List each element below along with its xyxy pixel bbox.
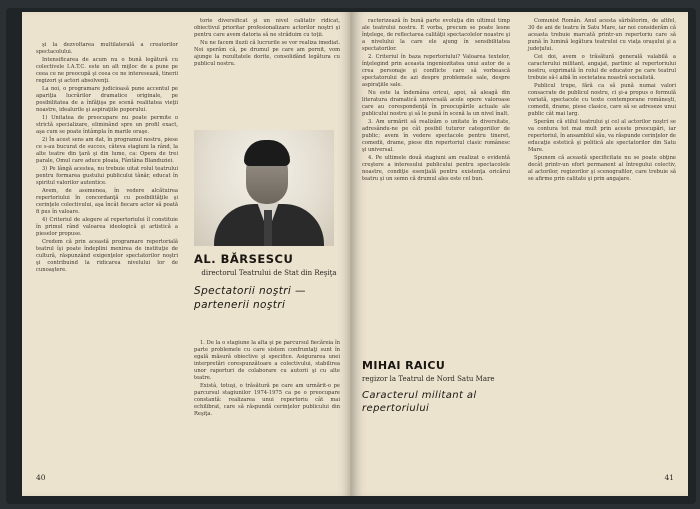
portrait-hair [244, 140, 290, 166]
paragraph: Cei doi, avem o trăsătură generală valabilă a caracterului militant, angajat, partinic al repertoriului nostru, exprimată în rolul de educator pe care teatrul trebuie să-l aibă în societatea noastră socialistă. [528, 54, 676, 81]
paragraph: Existâ, totuşi, o trăsătură pe care am urmărit-o pe parcursul stagiunilor 1974-1975 ca pe o preocupare constantă: realizarea unui repertoriu cât mai echilibrat, care să răspundă cerinţelor publicului din Reşiţa. [194, 383, 340, 417]
paragraph: 1) Unitatea de preocupare nu poate permite o strictă specializare, eliminând spre un profil exact, aşa cum se poate întâmpla în marile oraşe. [36, 115, 178, 135]
paragraph: 4. Pe ultimele două stagiuni am realizat o evidentă creştere a interesului publicului pentru spectacolele noastre, condiţie esenţială pentru existenţa oricărui teatru şi un semn că drumul ales este cel bun. [362, 155, 510, 182]
right-page [352, 12, 688, 496]
paragraph: Intensificarea de acum nu o bună legătură cu colectivele I.A.T.C. este un alt mijloc de a pune pe ceea ce ne preocupă şi ceea ce ne interesează, tinerii regizori şi actori absolvenţi. [36, 57, 178, 84]
right-page-column-1 [362, 18, 510, 354]
article-title: Caracterul militant al repertoriului [362, 390, 477, 414]
paragraph: Publicul trupe, fără ca să pună numai valori consacrate de publicul nostru, ci şi-a propus o formulă variată, spectacole cu texte contemporane româneşti, comedii, drame, piese clasice, care să se adreseze unui public cât mai larg. [528, 83, 676, 117]
author-role: regizor la Teatrul de Nord Satu Mare [362, 375, 495, 383]
paragraph: 3) Pe lângă acestea, nu trebuie uitat rolul teatrului pentru formarea gustului publicului tânăr, educat în spiritul valorilor autentice. [36, 166, 178, 186]
right-page-column-2 [528, 18, 676, 480]
paragraph: 1. De la o stagiune la alta şi pe parcursul fiecăreia în parte problemele cu care sistem confruntaţi sunt în egală măsură obiective şi specifice. Asigurarea unei interpretări corespunzătoare a colectivului, stabilirea unor raporturi de colaborare cu autorii şi cu alte teatre. [194, 340, 340, 381]
paragraph: 3. Am urmărit să realizăm o unitate în diversitate, adresându-ne pe cât posibil tuturor categoriilor de public; avem în vedere spectacole pentru tineret, comedii, drame, piese din repertoriul clasic românesc şi universal. [362, 119, 510, 153]
paragraph: Spunem că această specificitate nu se poate obţine decât printr-un efort permanent al întregului colectiv, al actorilor, regizorilor şi scenografilor, care trebuie să se afirme prin calitate şi prin angajare. [528, 155, 676, 182]
paragraph: 2) În acest sens am dat, în programul nostru, piese ce s-au bucurat de succes, câteva stagiuni la rând, la alte teatre din ţară şi din lume, ca: Opera de trei parale, Omul care aduce ploaia, Fântâna Blanduziei. [36, 137, 178, 164]
article-title: Spectatorii noştri — partenerii noştri [194, 285, 306, 311]
author-portrait-photo [194, 130, 334, 246]
paragraph: racterizează în bună parte evoluţia din ultimul timp ale teatrului nostru. E vorba, precum se poate lesne înţelege, de reflectarea calităţii spectacolelor noastre şi a nivelului la care ele ajung în sensibilitatea spectatorilor. [362, 18, 510, 52]
paragraph: Sperăm că stilul teatrului şi cel al actorilor noştri se va contura tot mai mult prin aceste preocupări, iar repertoriul, în ansamblul său, va răspunde cerinţelor de educaţie estetică şi politică ale spectatorilor din Satu Mare. [528, 119, 676, 153]
portrait-tie [264, 210, 272, 246]
left-page-column-2-top [194, 18, 340, 122]
paragraph: torie diversificat şi un nivel calitativ ridicat, obiectivul prioritar profesionalizare actorilor noştri şi pentru care avem datoria să ne străduim cu toţii. [194, 18, 340, 38]
paragraph: Comunist Român. Anul acesta sărbătorim, de altfel, 30 de ani de teatru în Satu Mare, iar noi considerăm că aceasta trebuie marcată printr-un repertoriu care să pună în lumină legătura teatrului cu viaţa oraşului şi a judeţului. [528, 18, 676, 52]
left-page-column-2-bottom [194, 340, 340, 490]
paragraph: şi la dezvoltarea multilaterală a creatorilor spectacolului. [36, 42, 178, 55]
author-name: MIHAI RAICU [362, 359, 446, 372]
paragraph: Nu este la îndemâna oricui, apoi, să aleagă din literatura dramatică universală acele opere valoroase care au corespondenţă în preocupările actuale ale publicului nostru şi să le pună în scenă la un nivel înalt. [362, 90, 510, 117]
article-heading-barsescu [194, 252, 344, 312]
paragraph: Credem că prin această programare repertorială teatrul îşi poate îndeplini menirea de instituţie de cultură, răspunzând exigenţelor spectatorilor noştri şi contribuind la ridicarea nivelului lor de cunoaştere. [36, 239, 178, 273]
left-page-column-1 [36, 42, 178, 482]
article-heading-raicu [362, 359, 512, 415]
paragraph: Avem, de asemenea, în vedere alcătuirea repertoriului în concordanţă cu posibilităţile şi cerinţele colectivului, aşa încât fiecare actor să poată fi pus în valoare. [36, 188, 178, 215]
author-role: directorul Teatrului de Stat din Reşiţa [201, 269, 337, 277]
page-number: 40 [36, 473, 46, 482]
author-name: AL. BĂRSESCU [194, 252, 294, 266]
left-page [22, 12, 352, 496]
paragraph: La noi, o programare judicioasă pune accentul pe apariţia lucrărilor dramatice originale, pe posibilitatea de a înfăţişa pe scenă realitatea vieţii noastre, idealurile şi aspiraţiile poporului. [36, 86, 178, 113]
paragraph: 2. Criteriul în baza repertoriului? Valoarea textelor, înţelegind prin aceasta ingeniozitatea unui autor de a crea personaje şi conflicte care să vorbească spectatorului de azi despre problemele sale, despre aspiraţiile sale. [362, 54, 510, 88]
page-number: 41 [664, 473, 674, 482]
paragraph: Nu ne facem iluzii că lucrurile se vor realiza imediat. Noi sperăm că, pe drumul pe care am pornit, vom ajunge la rezultatele dorite, consolidând legătura cu publicul nostru. [194, 40, 340, 67]
paragraph: 4) Criteriul de alegere al repertoriului îl constituie în primul rând valoarea ideologică şi artistică a pieselor propuse. [36, 217, 178, 237]
